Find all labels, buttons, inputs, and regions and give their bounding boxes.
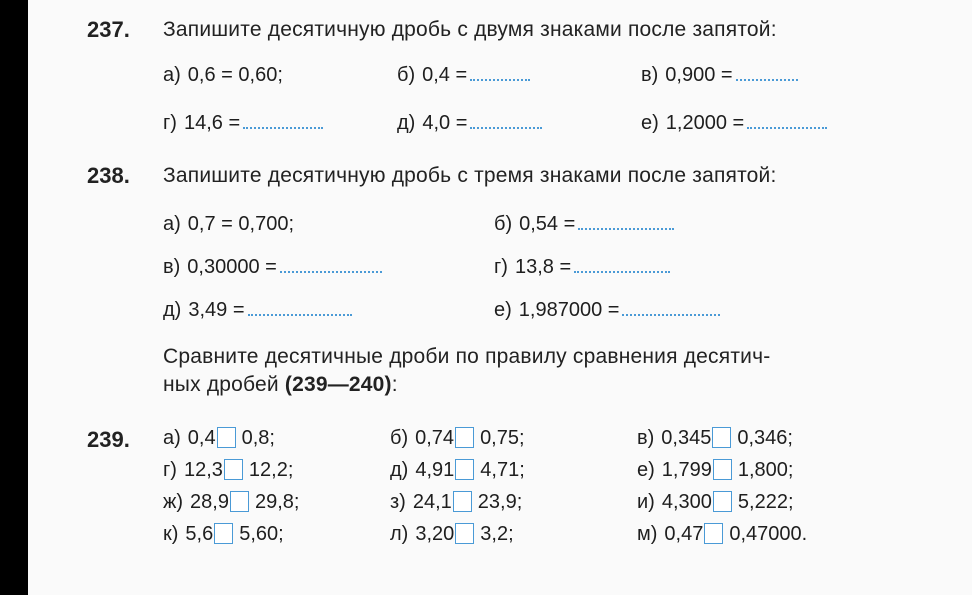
task-239-item-v: в) 0,345 0,346; [637, 427, 793, 449]
compare-box[interactable] [230, 491, 249, 512]
task-239-item-l: л) 3,20 3,2; [390, 523, 514, 545]
answer-blank[interactable] [280, 267, 382, 273]
compare-box[interactable] [704, 523, 723, 544]
compare-box[interactable] [217, 427, 236, 448]
answer-blank[interactable] [248, 310, 352, 316]
compare-box[interactable] [455, 523, 474, 544]
textbook-page [28, 0, 972, 595]
compare-instruction-line1: Сравните десятичные дроби по правилу сравнения десятич- [163, 345, 771, 368]
answer-blank[interactable] [574, 267, 670, 273]
task-237-item-g[interactable]: г) 14,6 = [163, 112, 323, 135]
compare-box[interactable] [455, 459, 474, 480]
compare-box[interactable] [455, 427, 474, 448]
answer-blank[interactable] [470, 75, 530, 81]
task-239-number: 239. [87, 427, 130, 452]
task-239-item-d: д) 4,91 4,71; [390, 459, 525, 481]
compare-box[interactable] [712, 427, 731, 448]
answer-blank[interactable] [578, 224, 674, 230]
compare-box[interactable] [713, 459, 732, 480]
task-239-item-g: г) 12,3 12,2; [163, 459, 294, 481]
answer-blank[interactable] [736, 75, 798, 81]
task-238-item-v[interactable]: в) 0,30000 = [163, 256, 382, 279]
task-239-item-zh: ж) 28,9 29,8; [163, 491, 300, 513]
answer-blank[interactable] [747, 123, 827, 129]
task-239-item-k: к) 5,6 5,60; [163, 523, 284, 545]
task-239-item-a: а) 0,4 0,8; [163, 427, 275, 449]
answer-blank[interactable] [470, 123, 542, 129]
task-239-item-m: м) 0,47 0,47000. [637, 523, 808, 545]
task-238-item-b[interactable]: б) 0,54 = [494, 213, 674, 236]
task-238-number: 238. [87, 163, 130, 188]
task-238-item-a: а) 0,7 = 0,700; [163, 213, 294, 235]
task-239-item-z: з) 24,1 23,9; [390, 491, 523, 513]
task-238-item-g[interactable]: г) 13,8 = [494, 256, 670, 279]
compare-box[interactable] [453, 491, 472, 512]
task-238-item-e[interactable]: е) 1,987000 = [494, 299, 720, 322]
task-237-item-a: а) 0,6 = 0,60; [163, 64, 283, 86]
answer-blank[interactable] [243, 123, 323, 129]
answer-blank[interactable] [622, 310, 720, 316]
task-239-item-i: и) 4,300 5,222; [637, 491, 794, 513]
task-239-item-b: б) 0,74 0,75; [390, 427, 525, 449]
compare-box[interactable] [713, 491, 732, 512]
task-238-heading: Запишите десятичную дробь с тремя знаками после запятой: [163, 164, 777, 187]
task-237-item-e[interactable]: е) 1,2000 = [641, 112, 827, 135]
task-239-item-e: е) 1,799 1,800; [637, 459, 794, 481]
task-238-item-d[interactable]: д) 3,49 = [163, 299, 352, 322]
compare-box[interactable] [214, 523, 233, 544]
task-range: (239—240) [284, 373, 392, 396]
compare-instruction-line2: ных дробей (239—240): [163, 373, 398, 396]
task-237-item-v[interactable]: в) 0,900 = [641, 64, 798, 87]
task-237-item-d[interactable]: д) 4,0 = [397, 112, 542, 135]
task-237-item-b[interactable]: б) 0,4 = [397, 64, 530, 87]
task-237-number: 237. [87, 17, 130, 42]
task-237-heading: Запишите десятичную дробь с двумя знаками после запятой: [163, 18, 777, 41]
compare-box[interactable] [224, 459, 243, 480]
